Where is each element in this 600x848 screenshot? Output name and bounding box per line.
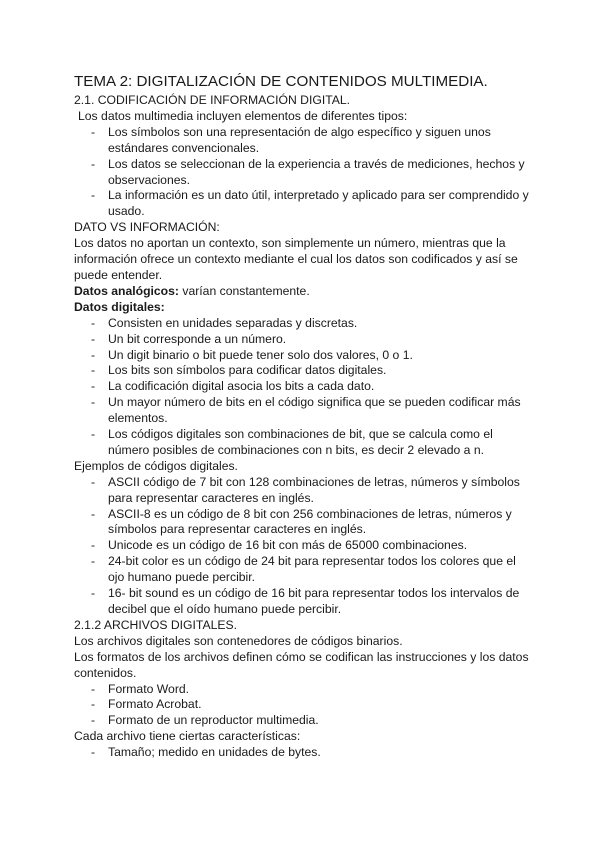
list-item: - Unicode es un código de 16 bit con más de 65000 combinaciones. — [74, 538, 530, 554]
list-item: - ASCII-8 es un código de 8 bit con 256 combinaciones de letras, números y símbolos para representar caracteres en inglés. — [74, 507, 530, 539]
list-item: - Formato Acrobat. — [74, 697, 530, 713]
list-item: - Formato Word. — [74, 682, 530, 698]
list-item: - La información es un dato útil, interpretado y aplicado para ser comprendido y usado. — [74, 188, 530, 220]
list-item: - 24-bit color es un código de 24 bit para representar todos los colores que el ojo humano puede percibir. — [74, 554, 530, 586]
list-item: - Los símbolos son una representación de algo específico y siguen unos estándares convencionales. — [74, 125, 530, 157]
list-item: - Tamaño; medido en unidades de bytes. — [74, 745, 530, 761]
list-item: - Consisten en unidades separadas y discretas. — [74, 316, 530, 332]
list-item: - 16- bit sound es un código de 16 bit para representar todos los intervalos de decibel que el oído humano puede percibir. — [74, 586, 530, 618]
section-heading: 2.1. CODIFICACIÓN DE INFORMACIÓN DIGITAL. — [74, 93, 351, 107]
list-item: - Formato de un reproductor multimedia. — [74, 713, 530, 729]
section-heading: 2.1.2 ARCHIVOS DIGITALES. — [74, 617, 238, 632]
bold-label: Datos analógicos: — [74, 283, 179, 298]
inline-text: varían constantemente. — [178, 283, 310, 298]
paragraph: Los archivos digitales son contenedores de códigos binarios. — [74, 633, 403, 648]
list-item: - Los códigos digitales son combinaciones de bit, que se calcula como el número posibles de combinaciones con n bits, es decir 2 elevado a n. — [74, 427, 530, 459]
list-item: - Un bit corresponde a un número. — [74, 332, 530, 348]
paragraph: Los datos no aportan un contexto, son simplemente un número, mientras que la información ofrece un contexto mediante el cual los datos son codificados y así se puede entender. — [74, 236, 518, 282]
list-item: - La codificación digital asocia los bits a cada dato. — [74, 379, 530, 395]
paragraph: Cada archivo tiene ciertas características: — [74, 729, 301, 744]
list-item: - Un digit binario o bit puede tener solo dos valores, 0 o 1. — [74, 348, 530, 364]
bullet-list — [74, 125, 530, 220]
list-item: - Los datos se seleccionan de la experiencia a través de mediciones, hechos y observaciones. — [74, 157, 530, 189]
list-item: - Los bits son símbolos para codificar datos digitales. — [74, 363, 530, 379]
document-title: TEMA 2: DIGITALIZACIÓN DE CONTENIDOS MULTIMEDIA. — [74, 73, 488, 90]
bullet-list — [74, 316, 530, 459]
section-heading: DATO VS INFORMACIÓN: — [74, 220, 220, 235]
bullet-list — [74, 475, 530, 618]
paragraph: Los datos multimedia incluyen elementos de diferentes tipos: — [78, 108, 408, 123]
list-item: - ASCII código de 7 bit con 128 combinaciones de letras, números y símbolos para representar caracteres en inglés. — [74, 475, 530, 507]
analog-data-line — [74, 284, 530, 300]
section-heading: Ejemplos de códigos digitales. — [74, 458, 238, 473]
bullet-list — [74, 745, 530, 761]
paragraph: Los formatos de los archivos definen cómo se codifican las instrucciones y los datos contenidos. — [74, 649, 529, 680]
bold-label: Datos digitales: — [74, 299, 165, 314]
bullet-list — [74, 682, 530, 730]
list-item: - Un mayor número de bits en el código significa que se pueden codificar más elementos. — [74, 395, 530, 427]
